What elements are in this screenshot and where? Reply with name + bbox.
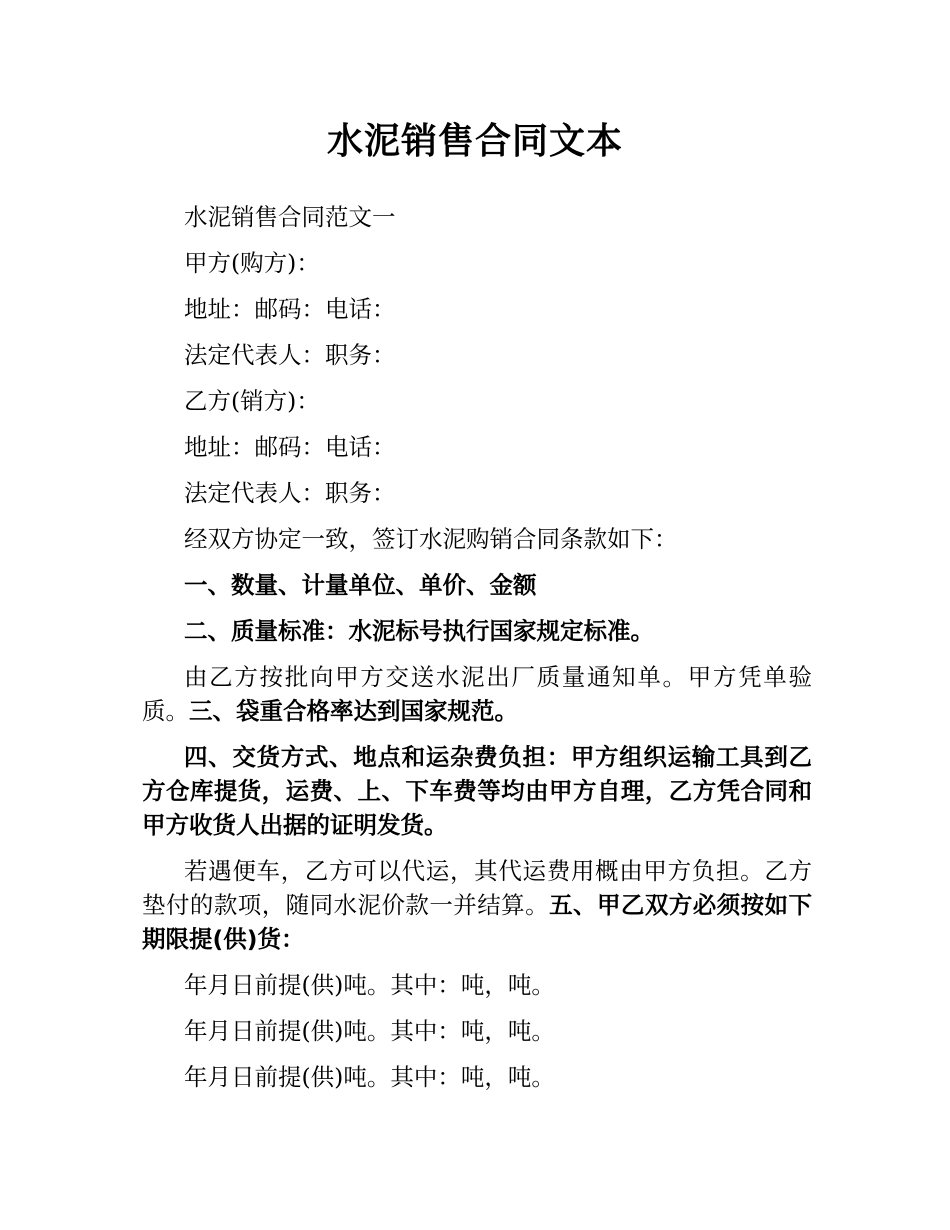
paragraph-schedule-line <box>142 968 812 1002</box>
paragraph-party-a-address <box>142 292 812 326</box>
paragraph-text: 年月日前提(供)吨。其中：吨，吨。 <box>184 1017 555 1045</box>
clause-heading: 二、质量标准：水泥标号执行国家规定标准。 <box>184 617 654 645</box>
paragraph-sample-heading <box>142 200 812 234</box>
paragraph-text: 经双方协定一致，签订水泥购销合同条款如下： <box>184 525 678 553</box>
document-body <box>142 200 812 1106</box>
paragraph-party-b-address <box>142 430 812 464</box>
paragraph-clause-4-body <box>142 854 812 956</box>
paragraph-schedule-line <box>142 1060 812 1094</box>
paragraph-text: 法定代表人：职务： <box>184 341 396 369</box>
paragraph-party-a <box>142 246 812 280</box>
paragraph-text: 甲方(购方)： <box>184 249 320 277</box>
clause-heading: 四、交货方式、地点和运杂费负担：甲方组织运输工具到乙方仓库提货，运费、上、下车费等均由甲方自理，乙方凭合同和甲方收货人出据的证明发货。 <box>142 743 812 839</box>
paragraph-text: 由乙方按批向甲方交送水泥出厂质量通知单。甲方凭单验质。 <box>142 663 812 725</box>
paragraph-text: 若遇便车，乙方可以代运，其代运费用概由甲方负担。乙方垫付的款项，随同水泥价款一并结算。 <box>142 857 812 919</box>
clause-heading: 五、甲乙双方必须按如下期限提(供)货： <box>142 891 813 953</box>
paragraph-schedule-line <box>142 1014 812 1048</box>
paragraph-text: 地址：邮码：电话： <box>184 295 396 323</box>
paragraph-party-b <box>142 384 812 418</box>
clause-heading: 三、袋重合格率达到国家规范。 <box>189 697 518 725</box>
paragraph-party-b-representative <box>142 476 812 510</box>
paragraph-clause-4 <box>142 740 812 842</box>
paragraph-party-a-representative <box>142 338 812 372</box>
paragraph-text: 年月日前提(供)吨。其中：吨，吨。 <box>184 1063 555 1091</box>
paragraph-clause-2-body <box>142 660 812 728</box>
paragraph-text: 年月日前提(供)吨。其中：吨，吨。 <box>184 971 555 999</box>
paragraph-clause-1 <box>142 568 812 602</box>
paragraph-text: 乙方(销方)： <box>184 387 320 415</box>
document-title: 水泥销售合同文本 <box>326 121 623 162</box>
clause-heading: 一、数量、计量单位、单价、金额 <box>184 571 537 599</box>
paragraph-text: 水泥销售合同范文一 <box>184 203 396 231</box>
paragraph-text: 地址：邮码：电话： <box>184 433 396 461</box>
paragraph-text: 法定代表人：职务： <box>184 479 396 507</box>
paragraph-agreement-intro <box>142 522 812 556</box>
paragraph-clause-2 <box>142 614 812 648</box>
